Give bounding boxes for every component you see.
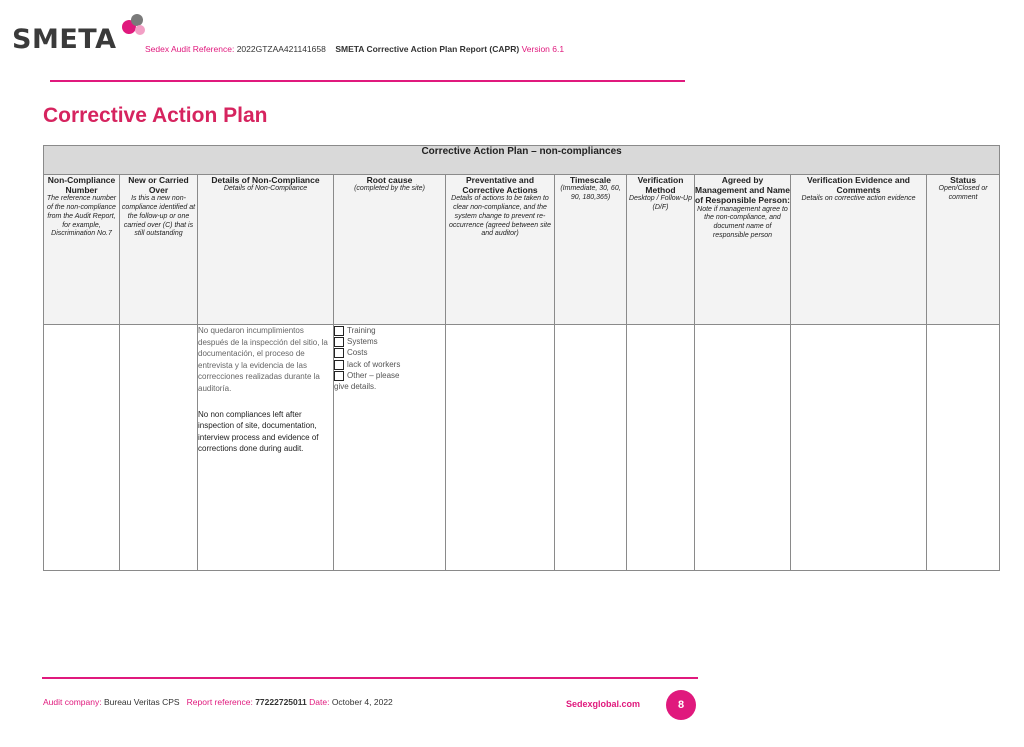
audit-company-label: Audit company: — [43, 697, 102, 707]
checkbox-label: Costs — [347, 348, 368, 358]
corrective-action-table — [43, 145, 1000, 571]
cell-status — [927, 325, 1000, 571]
details-english: No non compliances left after inspection of site, documentation, interview process and evidence of corrections done during audit. — [198, 409, 319, 454]
date-label: Date: — [309, 697, 330, 707]
table-row — [44, 325, 1000, 571]
column-header — [927, 175, 1000, 325]
column-title: Verification Method — [637, 175, 684, 196]
column-header — [627, 175, 695, 325]
smeta-logo — [12, 22, 116, 58]
table-caption: Corrective Action Plan – non-compliances — [44, 146, 1000, 175]
column-header — [791, 175, 927, 325]
root-cause-other-tail: give details. — [334, 381, 377, 391]
root-cause-option — [334, 359, 445, 370]
cell-details — [198, 325, 334, 571]
column-title: New or Carried Over — [128, 175, 189, 196]
column-subtitle: Is this a new non-compliance identified at the follow-up or one carried over (C) that is still outstanding — [121, 195, 196, 238]
checkbox[interactable] — [334, 348, 344, 358]
checkbox-label: Other – please — [347, 370, 400, 380]
report-title: SMETA Corrective Action Plan Report (CAPR) — [335, 44, 520, 54]
details-spanish: No quedaron incumplimientos después de la inspección del sitio, la documentación, el proceso de entrevista y la evidencia de las correcciones realizadas durante la auditoría. — [198, 326, 328, 393]
footer-divider — [42, 677, 698, 679]
column-subtitle: (completed by the site) — [354, 185, 425, 193]
footer — [43, 697, 393, 707]
logo-dots-icon — [116, 12, 150, 42]
column-title: Timescale — [570, 175, 611, 185]
cell-nc-number — [44, 325, 120, 571]
cell-actions — [446, 325, 555, 571]
column-header — [334, 175, 446, 325]
report-ref-value: 77222725011 — [255, 697, 307, 707]
column-title: Verification Evidence and Comments — [807, 175, 910, 196]
checkbox[interactable] — [334, 337, 344, 347]
sedex-link[interactable]: Sedexglobal.com — [566, 699, 641, 709]
column-title: Status — [950, 175, 977, 185]
column-header — [120, 175, 198, 325]
page-title: Corrective Action Plan — [43, 104, 268, 127]
checkbox-label: lack of workers — [347, 359, 401, 369]
cell-new-or-carried — [120, 325, 198, 571]
cell-agreed-by — [695, 325, 791, 571]
column-subtitle: Desktop / Follow-Up (D/F) — [628, 195, 693, 212]
column-title: Agreed by Management and Name of Responsible Person: — [695, 175, 790, 206]
cell-verification-evidence — [791, 325, 927, 571]
audit-ref-value: 2022GTZAA421141658 — [236, 44, 326, 54]
root-cause-option — [334, 370, 445, 381]
column-header — [44, 175, 120, 325]
checkbox[interactable] — [334, 360, 344, 370]
column-subtitle: Details on corrective action evidence — [801, 195, 916, 203]
audit-ref-label: Sedex Audit Reference: — [145, 44, 235, 54]
column-subtitle: Note if management agree to the non-compliance, and document name of responsible person — [697, 205, 788, 239]
cell-timescale — [555, 325, 627, 571]
column-subtitle: The reference number of the non-compliance from the Audit Report, for example, Discrimination No.7 — [46, 195, 117, 238]
page-number-badge: 8 — [666, 690, 696, 720]
checkbox[interactable] — [334, 326, 344, 336]
column-subtitle: Details of actions to be taken to clear non-compliance, and the system change to prevent re-occurrence (agreed between site and auditor) — [449, 195, 551, 238]
column-title: Details of Non-Compliance — [211, 175, 320, 185]
column-title: Preventative and Corrective Actions — [462, 175, 538, 196]
cell-root-cause — [334, 325, 446, 571]
column-title: Non-Compliance Number — [47, 175, 116, 196]
root-cause-option — [334, 336, 445, 347]
report-header — [145, 44, 564, 54]
version-label: Version 6.1 — [521, 44, 565, 54]
column-header — [555, 175, 627, 325]
date-value: October 4, 2022 — [331, 697, 393, 707]
checkbox[interactable] — [334, 371, 344, 381]
logo-text: SMETA — [12, 24, 117, 55]
root-cause-option — [334, 325, 445, 336]
cell-verification-method — [627, 325, 695, 571]
column-title: Root cause — [366, 175, 413, 185]
column-subtitle: (Immediate, 30, 60, 90, 180,365) — [560, 185, 621, 201]
root-cause-option — [334, 347, 445, 358]
header-divider — [50, 80, 685, 82]
checkbox-label: Systems — [347, 337, 378, 347]
column-subtitle: Open/Closed or comment — [938, 185, 988, 201]
column-subtitle: Details of Non-Compliance — [223, 185, 308, 193]
checkbox-label: Training — [347, 326, 376, 335]
audit-company-value: Bureau Veritas CPS — [103, 697, 180, 707]
column-header — [695, 175, 791, 325]
report-ref-label: Report reference: — [186, 697, 253, 707]
column-header — [198, 175, 334, 325]
column-header — [446, 175, 555, 325]
